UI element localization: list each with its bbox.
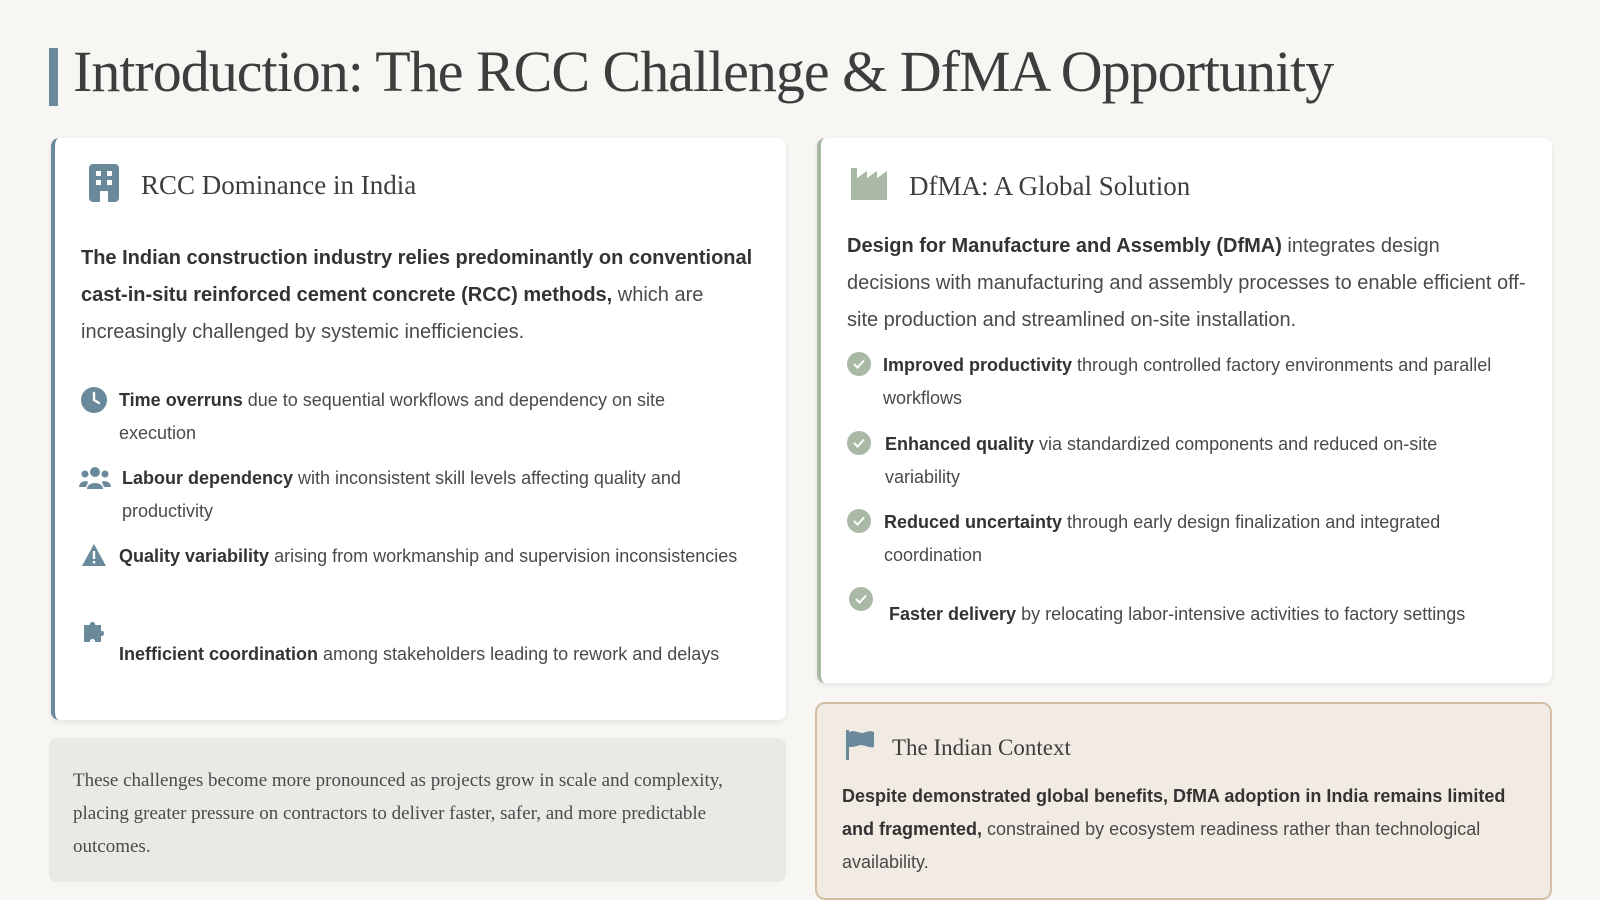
rcc-dominance-card — [51, 138, 786, 720]
card-title: RCC Dominance in India — [141, 170, 417, 200]
clock-icon — [81, 387, 107, 450]
list-item — [847, 506, 1507, 572]
context-body — [842, 780, 1522, 879]
item-text: via standardized components and reduced on-site variability — [885, 434, 1438, 487]
list-item — [849, 584, 1539, 631]
card-title: DfMA: A Global Solution — [909, 171, 1191, 201]
intro-rest: which are increasingly challenged by systemic inefficiencies. — [81, 284, 704, 343]
context-bold: Despite demonstrated global benefits, DfMA adoption in India remains limited and fragmented, — [842, 786, 1506, 839]
dfma-solution-card — [817, 138, 1552, 683]
intro-rest: integrates design decisions with manufacturing and assembly processes to enable efficient off-site production and streamlined on-site installation. — [847, 235, 1526, 331]
item-text: through controlled factory environments and parallel workflows — [883, 355, 1492, 408]
card-intro — [81, 240, 761, 351]
check-circle-icon — [847, 352, 871, 376]
item-text: by relocating labor-intensive activities to factory settings — [1016, 604, 1466, 624]
item-bold: Enhanced quality — [885, 434, 1035, 454]
title-accent-bar — [49, 48, 58, 106]
check-circle-icon — [847, 431, 871, 455]
list-item — [81, 618, 761, 671]
item-text: arising from workmanship and supervision inconsistencies — [269, 546, 738, 566]
puzzle-icon — [81, 618, 107, 671]
check-circle-icon — [849, 587, 873, 611]
context-title: The Indian Context — [892, 734, 1071, 760]
card-header — [89, 164, 416, 207]
item-text: among stakeholders leading to rework and delays — [318, 644, 720, 664]
item-bold: Quality variability — [119, 546, 270, 566]
flag-icon — [846, 730, 874, 765]
factory-icon — [851, 168, 891, 205]
list-item — [847, 349, 1507, 415]
list-item — [847, 428, 1507, 494]
item-bold: Improved productivity — [883, 355, 1073, 375]
item-bold: Inefficient coordination — [119, 644, 319, 664]
warning-icon — [81, 543, 107, 578]
item-text: due to sequential workflows and dependency on site execution — [119, 390, 665, 443]
indian-context-box — [815, 702, 1552, 900]
item-bold: Faster delivery — [889, 604, 1017, 624]
page-title: Introduction: The RCC Challenge & DfMA Opportunity — [73, 39, 1334, 104]
card-intro — [847, 228, 1527, 339]
item-text: through early design finalization and integrated coordination — [884, 512, 1441, 565]
users-icon — [79, 465, 111, 528]
challenges-note — [49, 738, 786, 882]
item-bold: Time overruns — [119, 390, 243, 410]
intro-bold: Design for Manufacture and Assembly (DfMA) — [847, 235, 1282, 257]
list-item — [81, 384, 741, 450]
context-header — [846, 730, 1071, 765]
context-rest: constrained by ecosystem readiness rather than technological availability. — [842, 819, 1481, 872]
list-item — [81, 540, 741, 578]
list-item — [79, 462, 739, 528]
note-text: These challenges become more pronounced as projects grow in scale and complexity, placing greater pressure on contractors to deliver faster, safer, and more predictable outcomes. — [73, 770, 723, 857]
intro-bold: The Indian construction industry relies predominantly on conventional cast-in-situ reinforced cement concrete (RCC) methods, — [81, 247, 753, 306]
item-text: with inconsistent skill levels affecting quality and productivity — [122, 468, 681, 521]
check-circle-icon — [847, 509, 871, 533]
card-header — [851, 168, 1190, 205]
item-bold: Labour dependency — [122, 468, 294, 488]
building-icon — [89, 164, 119, 207]
item-bold: Reduced uncertainty — [884, 512, 1063, 532]
